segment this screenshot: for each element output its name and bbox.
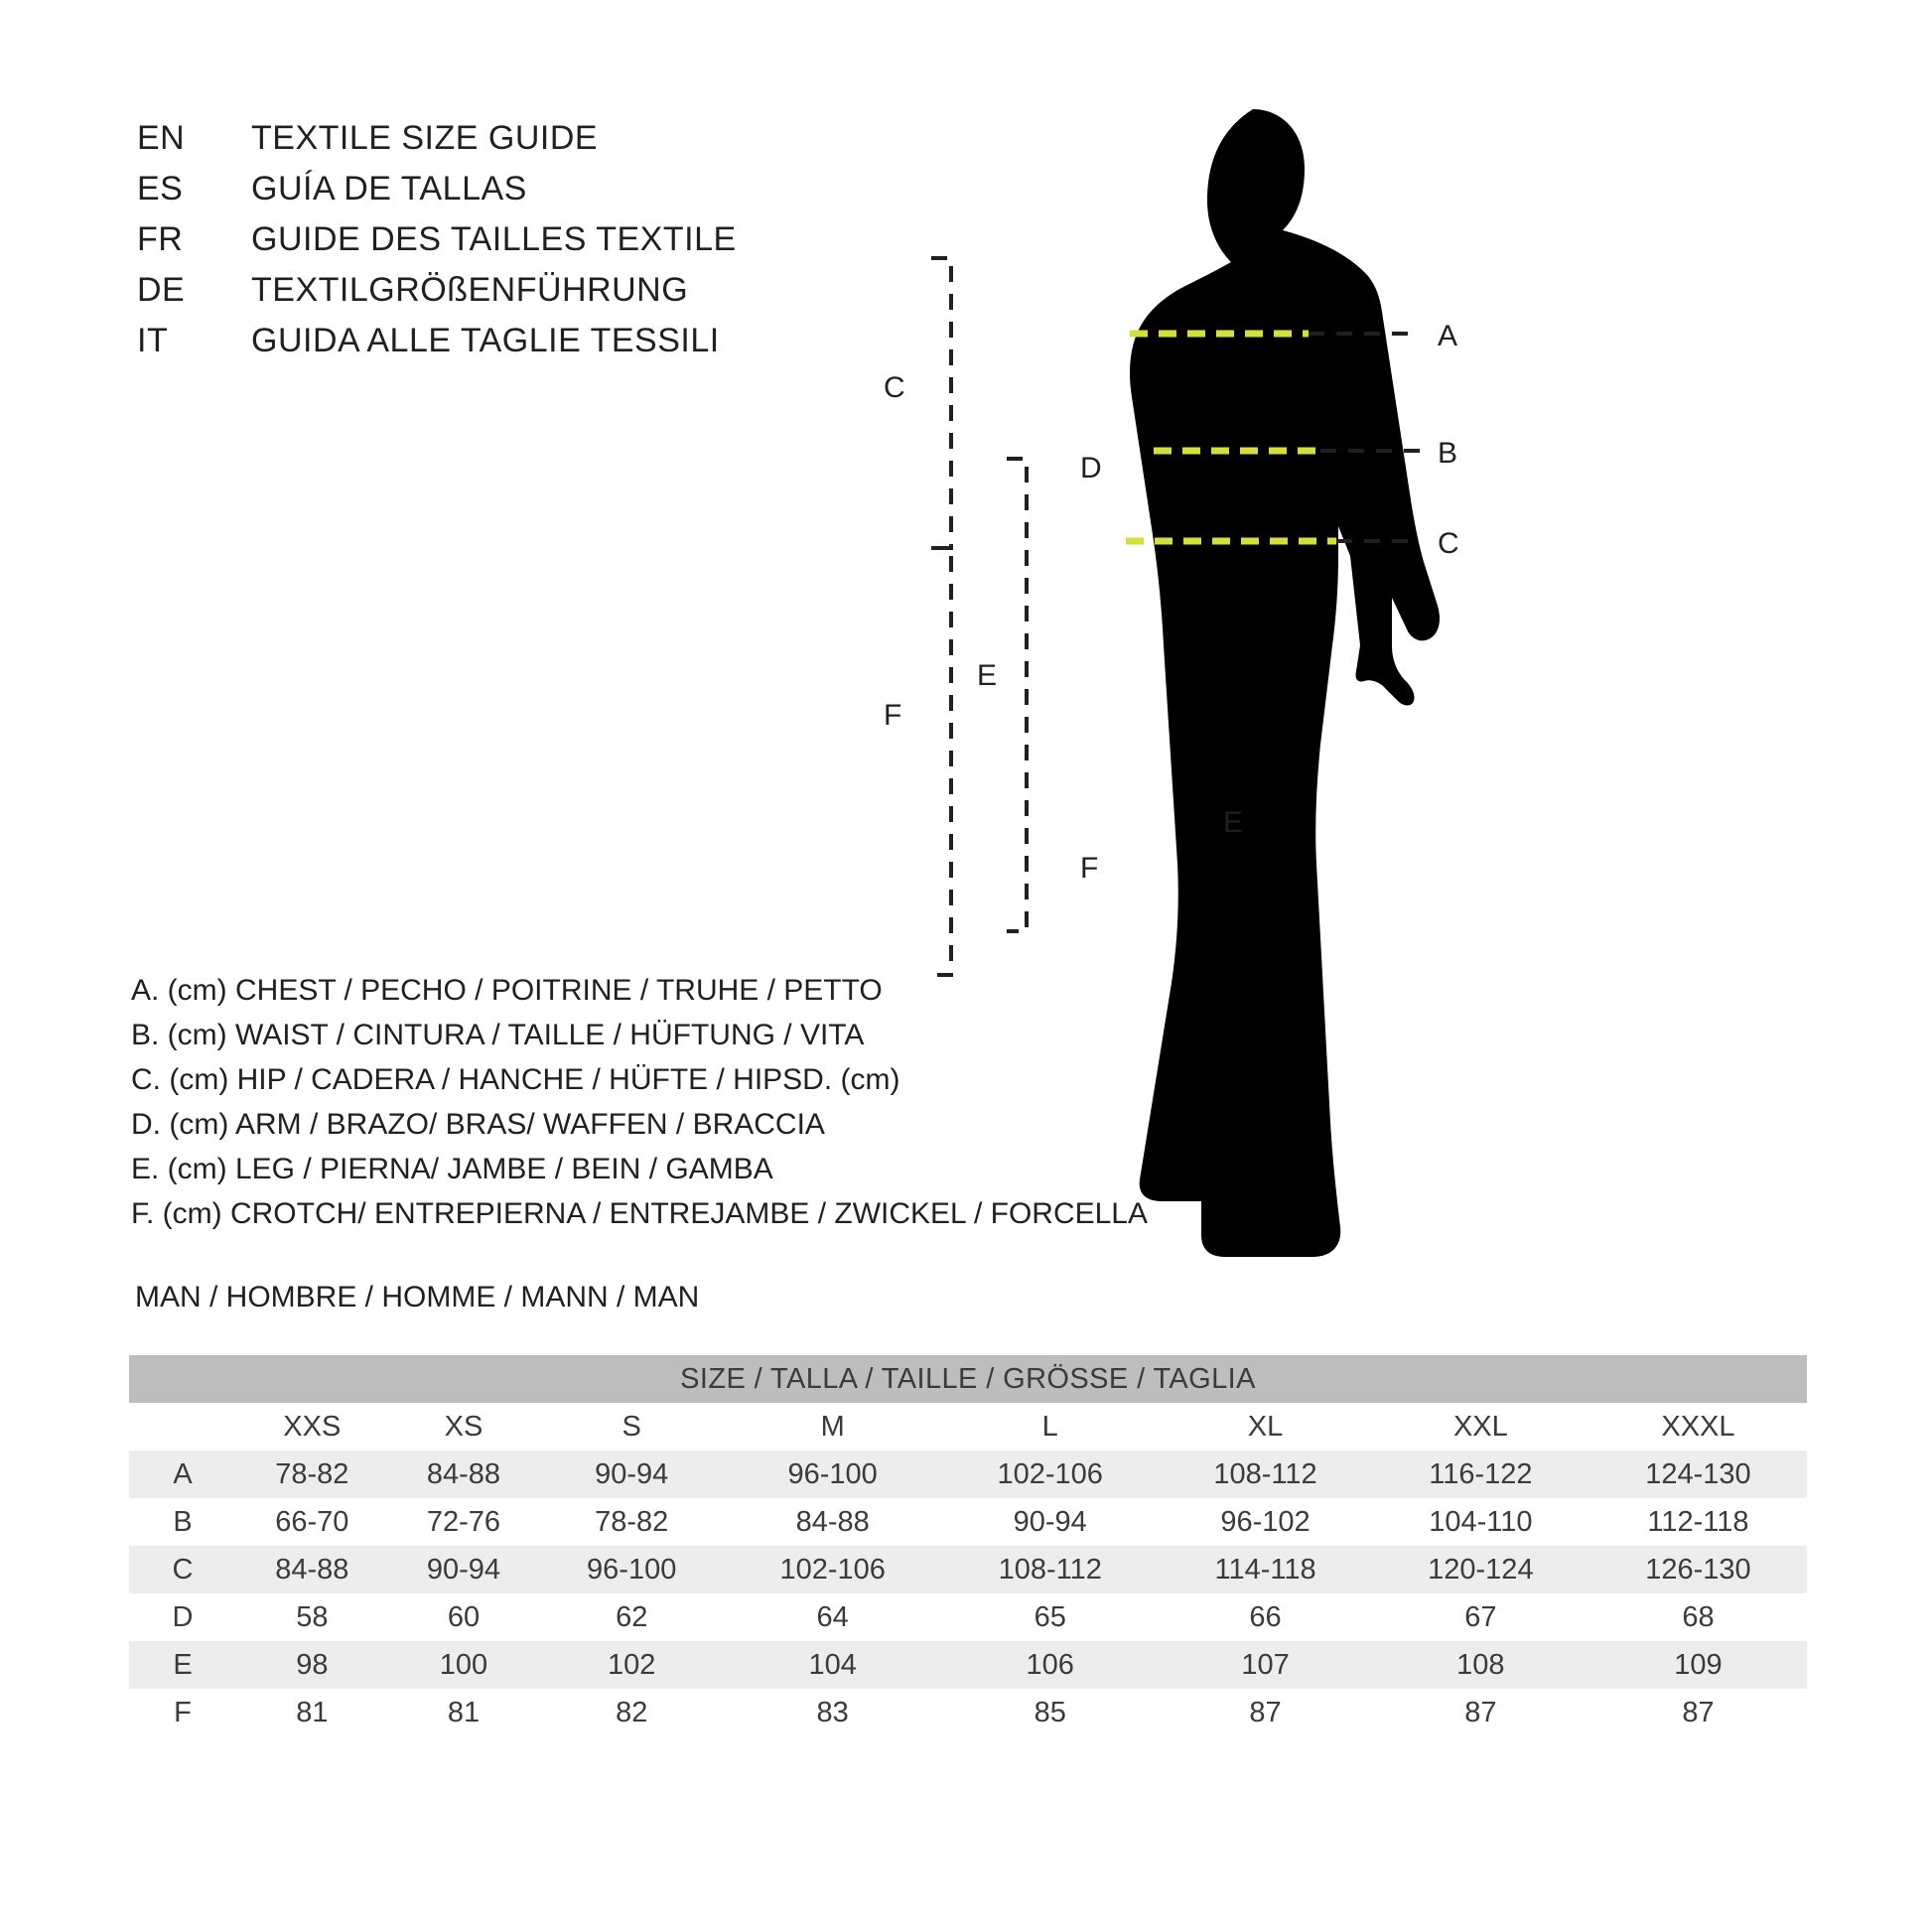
legend-item-a: A. (cm) CHEST / PECHO / POITRINE / TRUHE / PETTO <box>131 974 883 1007</box>
title-language-block <box>137 119 951 372</box>
size-l: L <box>941 1403 1159 1450</box>
table-row <box>129 1689 1807 1736</box>
table-cell: 87 <box>1589 1689 1807 1736</box>
table-cell: 104 <box>724 1641 941 1689</box>
title-text: TEXTILGRÖßENFÜHRUNG <box>251 271 689 309</box>
title-text: GUÍA DE TALLAS <box>251 170 527 207</box>
row-label: A <box>129 1450 236 1498</box>
table-cell: 116-122 <box>1372 1450 1589 1498</box>
table-cell: 87 <box>1372 1689 1589 1736</box>
table-cell: 81 <box>236 1689 388 1736</box>
table-cell: 82 <box>539 1689 724 1736</box>
title-row-fr <box>137 220 951 271</box>
table-cell: 67 <box>1372 1593 1589 1641</box>
row-label: F <box>129 1689 236 1736</box>
table-cell: 78-82 <box>236 1450 388 1498</box>
table-cell: 81 <box>388 1689 540 1736</box>
language-code: ES <box>137 170 184 207</box>
size-xs: XS <box>388 1403 540 1450</box>
label-e-text: E <box>1223 806 1244 839</box>
table-cell: 66-70 <box>236 1498 388 1546</box>
size-xxs: XXS <box>236 1403 388 1450</box>
legend-item-d: D. (cm) ARM / BRAZO/ BRAS/ WAFFEN / BRACCIA <box>131 1108 825 1141</box>
table-cell: 100 <box>388 1641 540 1689</box>
table-cell: 102-106 <box>941 1450 1159 1498</box>
size-xl: XL <box>1159 1403 1372 1450</box>
table-cell: 107 <box>1159 1641 1372 1689</box>
table-cell: 90-94 <box>941 1498 1159 1546</box>
label-f: F <box>884 699 902 732</box>
corner-cell <box>129 1403 236 1450</box>
table-cell: 87 <box>1159 1689 1372 1736</box>
title-text: GUIDA ALLE TAGLIE TESSILI <box>251 322 720 359</box>
language-code: IT <box>137 322 169 359</box>
table-header-row <box>129 1355 1807 1403</box>
size-xxl: XXL <box>1372 1403 1589 1450</box>
table-cell: 106 <box>941 1641 1159 1689</box>
size-xxxl: XXXL <box>1589 1403 1807 1450</box>
label-f-text: F <box>1080 852 1099 885</box>
table-row <box>129 1593 1807 1641</box>
legend-item-e: E. (cm) LEG / PIERNA/ JAMBE / BEIN / GAMBA <box>131 1153 773 1185</box>
row-label: E <box>129 1641 236 1689</box>
language-code: FR <box>137 220 184 258</box>
table-cell: 58 <box>236 1593 388 1641</box>
table-header-label: SIZE / TALLA / TAILLE / GRÖSSE / TAGLIA <box>129 1355 1807 1403</box>
table-cell: 84-88 <box>724 1498 941 1546</box>
title-text: GUIDE DES TAILLES TEXTILE <box>251 220 737 258</box>
table-cell: 84-88 <box>388 1450 540 1498</box>
table-cell: 65 <box>941 1593 1159 1641</box>
table-cell: 96-102 <box>1159 1498 1372 1546</box>
table-cell: 96-100 <box>539 1546 724 1593</box>
table-row <box>129 1641 1807 1689</box>
table-cell: 85 <box>941 1689 1159 1736</box>
table-cell: 112-118 <box>1589 1498 1807 1546</box>
label-a: A <box>1438 320 1458 352</box>
table-cell: 66 <box>1159 1593 1372 1641</box>
table-cell: 114-118 <box>1159 1546 1372 1593</box>
label-d: C <box>884 371 905 404</box>
table-cell: 83 <box>724 1689 941 1736</box>
table-cell: 64 <box>724 1593 941 1641</box>
title-text: TEXTILE SIZE GUIDE <box>251 119 599 157</box>
label-c: C <box>1438 527 1459 560</box>
legend-item-f: F. (cm) CROTCH/ ENTREPIERNA / ENTREJAMBE / ZWICKEL / FORCELLA <box>131 1197 1148 1230</box>
male-silhouette-icon <box>1130 109 1440 1257</box>
table-cell: 109 <box>1589 1641 1807 1689</box>
row-label: C <box>129 1546 236 1593</box>
size-chart-table <box>129 1355 1807 1736</box>
legend-item-c: C. (cm) HIP / CADERA / HANCHE / HÜFTE / HIPSD. (cm) <box>131 1063 900 1096</box>
size-m: M <box>724 1403 941 1450</box>
table-cell: 96-100 <box>724 1450 941 1498</box>
table-cell: 98 <box>236 1641 388 1689</box>
table-size-row <box>129 1403 1807 1450</box>
table-cell: 108 <box>1372 1641 1589 1689</box>
language-code: EN <box>137 119 186 157</box>
crotch-dimension-bracket <box>931 548 951 975</box>
leg-dimension-bracket <box>1007 459 1027 931</box>
table-cell: 60 <box>388 1593 540 1641</box>
table-cell: 102-106 <box>724 1546 941 1593</box>
language-code: DE <box>137 271 186 309</box>
table-cell: 120-124 <box>1372 1546 1589 1593</box>
row-label: D <box>129 1593 236 1641</box>
label-b: B <box>1438 437 1458 470</box>
title-row-es <box>137 170 951 220</box>
label-e: E <box>977 659 998 692</box>
table-cell: 126-130 <box>1589 1546 1807 1593</box>
table-cell: 78-82 <box>539 1498 724 1546</box>
row-label: B <box>129 1498 236 1546</box>
label-d-text: D <box>1080 452 1102 484</box>
table-cell: 72-76 <box>388 1498 540 1546</box>
legend-item-b: B. (cm) WAIST / CINTURA / TAILLE / HÜFTUNG / VITA <box>131 1019 865 1051</box>
table-cell: 90-94 <box>539 1450 724 1498</box>
table-cell: 62 <box>539 1593 724 1641</box>
title-row-de <box>137 271 951 322</box>
table-row <box>129 1450 1807 1498</box>
table-cell: 68 <box>1589 1593 1807 1641</box>
table-cell: 124-130 <box>1589 1450 1807 1498</box>
title-row-it <box>137 322 951 372</box>
table-cell: 104-110 <box>1372 1498 1589 1546</box>
table-cell: 108-112 <box>941 1546 1159 1593</box>
table-row <box>129 1546 1807 1593</box>
size-s: S <box>539 1403 724 1450</box>
gender-label: MAN / HOMBRE / HOMME / MANN / MAN <box>135 1281 700 1313</box>
table-row <box>129 1498 1807 1546</box>
measurement-legend <box>131 968 1173 1236</box>
table-cell: 90-94 <box>388 1546 540 1593</box>
table-cell: 102 <box>539 1641 724 1689</box>
title-row-en <box>137 119 951 170</box>
table-cell: 108-112 <box>1159 1450 1372 1498</box>
table-cell: 84-88 <box>236 1546 388 1593</box>
